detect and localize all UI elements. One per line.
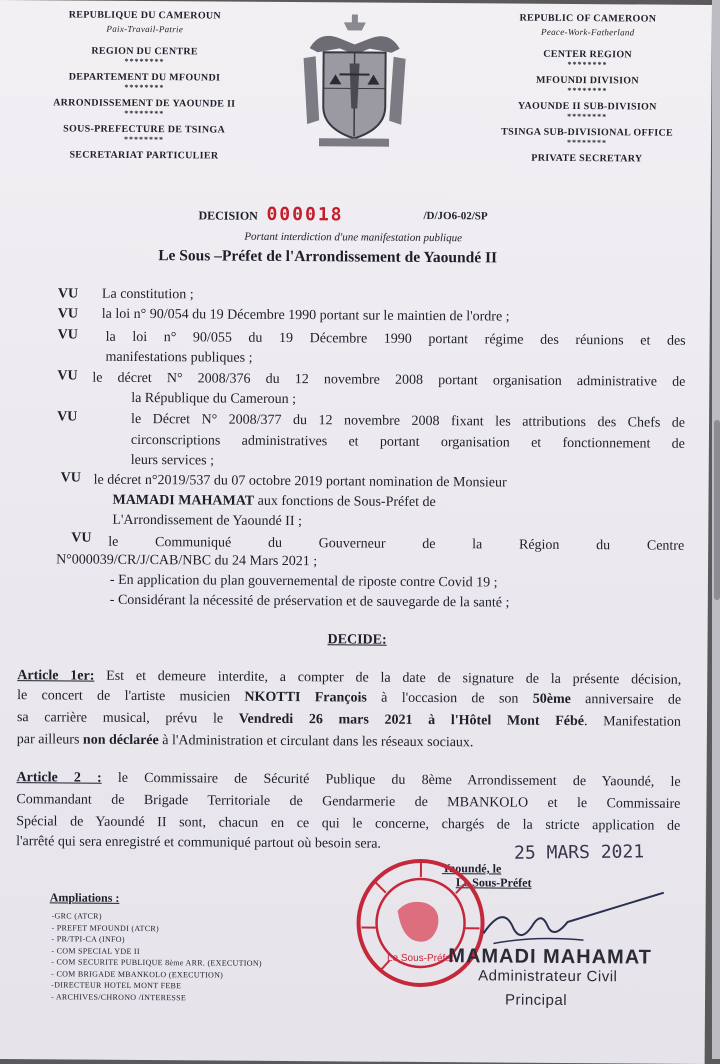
article-1-label: Article 1er: — [17, 668, 94, 684]
vu-marker: VU — [58, 306, 78, 322]
article-1-line: le concert de l'artiste musicien NKOTTI François à l'occasion de son 50ème anniversaire de — [17, 688, 681, 709]
ampliation-item: - COM BRIGADE MBANKOLO (EXECUTION) — [51, 968, 262, 981]
article-2-line: Commandant de Brigade Territoriale de Gendarmerie de MBANKOLO et le Commissaire — [16, 792, 680, 813]
decide-heading: DECIDE: — [327, 632, 386, 648]
motto-en: Peace-Work-Fatherland — [478, 25, 698, 49]
consideration-line: - En application du plan gouvernemental de riposte contre Covid 19 ; — [110, 573, 498, 592]
decision-number: 000018 — [266, 204, 343, 226]
vu-line: manifestations publiques ; — [105, 350, 252, 367]
ampliation-item: -DIRECTEUR HOTEL MONT FEBE — [51, 979, 262, 992]
vu-marker: VU — [61, 470, 81, 486]
ampliation-item: - PR/TPI-CA (INFO) — [51, 933, 262, 946]
secretariat-fr: SECRETARIAT PARTICULIER — [39, 148, 249, 175]
region-fr: REGION DU CENTRE — [40, 44, 250, 58]
signatory-title: Administrateur Civil — [478, 967, 617, 985]
vu-marker: VU — [58, 286, 78, 302]
vu-line: le Communiqué du Gouverneur de la Région du Centre — [108, 535, 684, 555]
header-separator: ******** — [477, 138, 697, 153]
coat-of-arms-emblem — [299, 8, 410, 149]
country-fr: REPUBLIQUE DU CAMEROUN — [40, 8, 250, 23]
signature-place: Yaoundé, le — [442, 861, 501, 876]
vu-line: la loi n° 90/054 du 19 Décembre 1990 portant sur le maintien de l'ordre ; — [102, 307, 510, 326]
article-1-line: par ailleurs non déclarée à l'Administration et circulant dans les réseaux sociaux. — [17, 732, 474, 751]
consideration-line: - Considérant la nécessité de préservation et de sauvegarde de la santé ; — [110, 593, 510, 612]
office-en: TSINGA SUB-DIVISIONAL OFFICE — [477, 125, 697, 140]
header-separator: ******** — [39, 135, 249, 149]
stamp-inner-text: Le Sous-Préfet — [387, 953, 454, 964]
arrondissement-fr: ARRONDISSEMENT DE YAOUNDE II — [39, 96, 249, 110]
vu-marker: VU — [57, 409, 77, 425]
article-1 — [0, 0, 712, 5]
signatory-grade: Principal — [505, 992, 567, 1009]
ampliation-item: - PREFET MFOUNDI (ATCR) — [51, 922, 262, 935]
decision-reference: /D/JO6-02/SP — [423, 210, 487, 222]
ampliations-title: Ampliations : — [50, 890, 120, 905]
header-separator: ******** — [39, 83, 249, 97]
article-2-line: Spécial de Yaoundé II sont, chacun en ce qui le concerne, chargés de la stricte application de — [16, 814, 680, 835]
event-date-venue: Vendredi 26 mars 2021 à l'Hôtel Mont Fébé — [239, 712, 584, 729]
vu-line: le décret n°2019/537 du 07 octobre 2019 portant nomination de Monsieur — [94, 473, 507, 492]
vu-line: le Décret N° 2008/377 du 12 novembre 2008 fixant les attributions des Chefs de — [131, 412, 685, 432]
vu-line: la République du Cameroun ; — [131, 391, 296, 408]
department-fr: DEPARTEMENT DU MFOUNDI — [39, 70, 249, 84]
division-en: MFOUNDI DIVISION — [477, 73, 697, 88]
scroll-handle[interactable] — [714, 420, 720, 600]
header-separator: ******** — [40, 57, 250, 71]
decision-label: DECISION — [198, 208, 257, 223]
country-en: REPUBLIC OF CAMEROON — [478, 11, 698, 27]
secretary-en: PRIVATE SECRETARY — [477, 151, 697, 179]
decision-subject: Portant interdiction d'une manifestation publique — [244, 231, 462, 245]
ampliation-item: - ARCHIVES/CHRONO /INTERESSE — [51, 991, 262, 1004]
ampliations-list — [51, 910, 262, 1003]
signature-role: Le Sous-Préfet — [456, 875, 532, 891]
region-en: CENTER REGION — [478, 47, 698, 62]
header-right — [477, 11, 698, 179]
article-2-label: Article 2 : — [17, 770, 102, 786]
vu-line: la loi n° 90/055 du 19 Décembre 1990 portant régime des réunions et des — [106, 330, 686, 350]
vu-marker: VU — [71, 531, 91, 547]
decision-title: Le Sous –Préfet de l'Arrondissement de Yaoundé II — [158, 247, 497, 267]
vu-line: L'Arrondissement de Yaoundé II ; — [112, 513, 302, 530]
prefecture-fr: SOUS-PREFECTURE DE TSINGA — [39, 122, 249, 136]
artist-name: NKOTTI François — [244, 690, 367, 706]
vu-line: leurs services ; — [131, 453, 214, 470]
header-separator: ******** — [39, 109, 249, 123]
vu-line: MAMADI MAHAMAT aux fonctions de Sous-Préfet de — [112, 493, 435, 511]
article-2 — [0, 0, 712, 5]
vu-line: circonscriptions administratives et portant organisation et fonctionnement de — [131, 433, 685, 453]
vu-line: N°000039/CR/J/CAB/NBC du 24 Mars 2021 ; — [56, 552, 317, 570]
header-separator: ******** — [477, 112, 697, 127]
header-separator: ******** — [477, 60, 697, 75]
signature-date: 25 MARS 2021 — [514, 841, 644, 863]
subdivision-en: YAOUNDE II SUB-DIVISION — [477, 99, 697, 114]
vu-marker: VU — [57, 368, 77, 384]
appointee-name: MAMADI MAHAMAT — [112, 493, 254, 509]
vu-line: le décret N° 2008/376 du 12 novembre 2008 portant organisation administrative de — [92, 371, 685, 391]
screen-edge — [712, 0, 720, 1059]
motto-fr: Paix-Travail-Patrie — [40, 22, 250, 45]
vu-marker: VU — [58, 327, 78, 343]
article-1-line: Article 1er: Est et demeure interdite, a compter de la date de signature de la présente décision, — [17, 668, 681, 689]
ampliation-item: - COM SPECIAL YDE II — [51, 945, 262, 958]
ampliation-item: -GRC (ATCR) — [52, 910, 263, 923]
considerations — [0, 0, 712, 5]
article-2-line: l'arrêté qui sera enregistré et communiqué partout où besoin sera. — [16, 834, 381, 853]
article-1-line: sa carrière musical, prévu le Vendredi 26 mars 2021 à l'Hôtel Mont Fébé. Manifestation — [17, 710, 681, 731]
article-2-line: Article 2 : le Commissaire de Sécurité Publique du 8ème Arrondissement de Yaoundé, le — [17, 770, 681, 791]
header-separator: ******** — [477, 86, 697, 101]
signatory-name: MAMADI MAHAMAT — [448, 945, 652, 969]
ampliation-item: - COM SECURITE PUBLIQUE 8ème ARR. (EXECUTION) — [51, 956, 262, 969]
header-left — [39, 8, 250, 175]
vu-line: La constitution ; — [102, 287, 194, 304]
